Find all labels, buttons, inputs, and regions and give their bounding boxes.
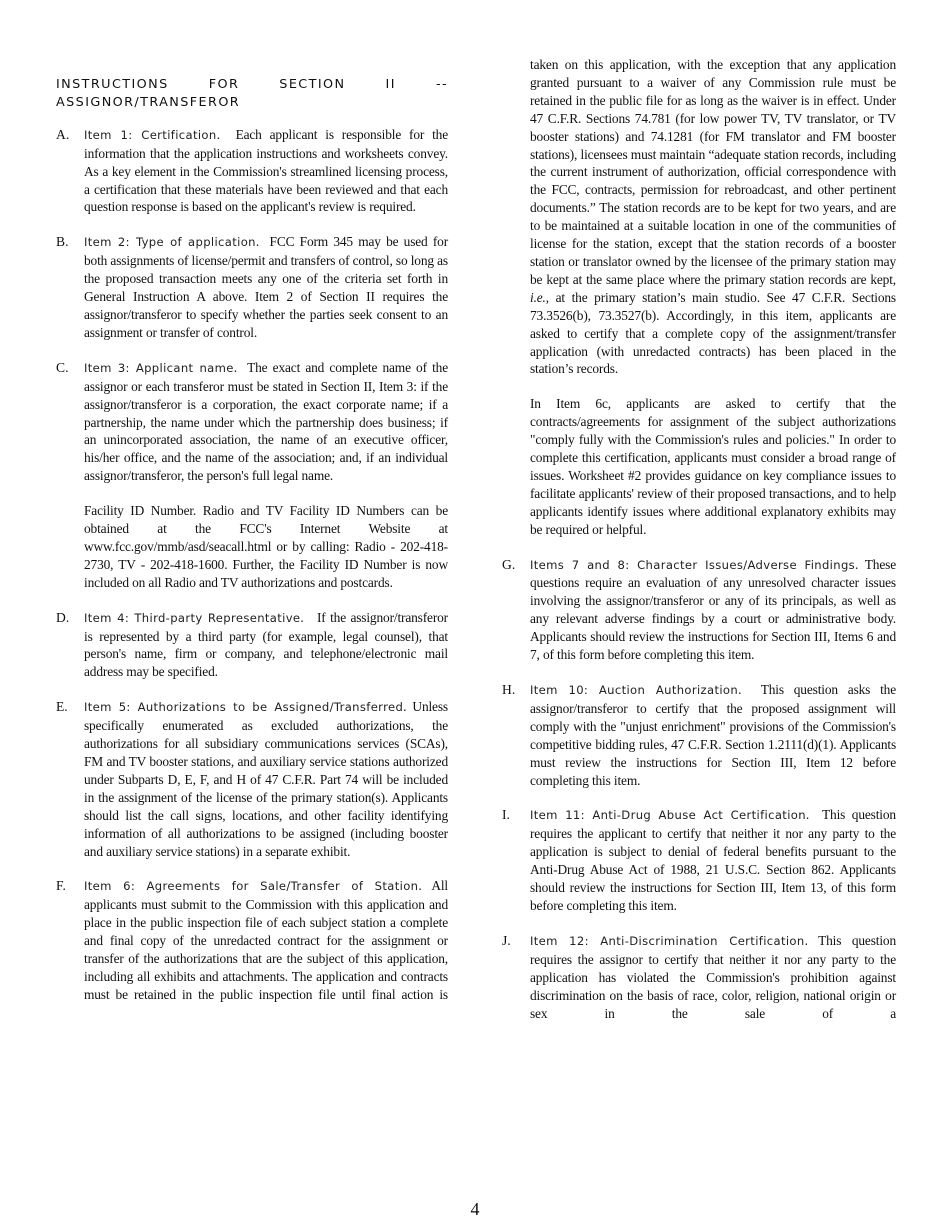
item-f-continuation — [502, 56, 896, 378]
item-label: Item 6: Agreements for Sale/Transfer of Station — [84, 879, 419, 894]
item-body: Item 11: Anti-Drug Abuse Act Certification. This question requires the applicant to certify that neither it nor any party to the application is subject to denial of federal benefits pursuant to the Anti-Drug Abuse Act of 1988, 21 U.S.C. Section 862. Applicants should review the instructions for Section III, Item 13, of this form before completing this item. — [530, 807, 896, 913]
facility-id-paragraph — [56, 502, 448, 592]
item-label: Item 3: Applicant name — [84, 360, 234, 375]
item-body: Item 4: Third-party Representative. If the assignor/transferor is represented by a third party (for example, legal counsel), that person's name, firm or company, and telephone/electronic mail address may be specified. — [84, 609, 448, 680]
item-label: Item 4: Third-party Representative — [84, 610, 301, 625]
item-letter: E. — [56, 699, 68, 715]
instruction-item-e — [56, 698, 448, 860]
instruction-item-f — [56, 877, 448, 1003]
item-body: Item 12: Anti-Discrimination Certification. This question requires the assignor to certify that neither it nor any party to the application has violated the Commission's prohibition against discrimination on the basis of race, color, religion, national origin or sex in the sale of a — [530, 932, 897, 1021]
instruction-item-d — [56, 609, 448, 682]
item-body: Item 10: Auction Authorization. This question asks the assignor/transferor to certify that the proposed assignment will comply with the "unjust enrichment" provisions of the Commission's competitive bidding rules, 47 C.F.R. Section 1.2111(d)(1). Applicants must review the instructions for Section III, Item 12 before completing this item. — [530, 682, 896, 788]
item-label: Item 10: Auction Authorization — [530, 683, 739, 697]
item-f-paragraph-2 — [502, 395, 896, 538]
item-body: Items 7 and 8: Character Issues/Adverse Findings. These questions require an evaluation of any unresolved character issues involving the assignor/transferor or any of its principals, as well as any relevant adverse findings by a court or administrative body. Applicants should review the instructions for Section III, Items 6 and 7, of this form before completing this item. — [530, 556, 896, 663]
item-label: Item 11: Anti-Drug Abuse Act Certification — [530, 808, 806, 823]
instruction-item-i — [502, 806, 896, 914]
item-letter: B. — [56, 234, 69, 250]
item-body: Item 5: Authorizations to be Assigned/Transferred. Unless specifically enumerated as excluded authorizations, the authorizations for all subsidiary communications services (SCAs), FM and TV booster stations, and auxiliary service stations authorized under Subparts D, E, F, and H of 47 C.F.R. Part 74 will be included in the assignment of the license of the primary station(s). Applicants should list the call signs, locations, and other facility identifying information of all authorizations to be assigned (including booster and auxiliary service stations) in a separate exhibit. — [84, 699, 448, 859]
item-text: All applicants must submit to the Commission with this application and place in the public inspection file of each subject station a complete and final copy of the unredacted contract for the assignment or transfer of the authorizations that are the subject of this application, including all exhibits and attachments. The application and contracts must be retained in the public inspection file until final action is — [84, 878, 449, 1002]
instruction-item-h — [502, 681, 896, 789]
item-label: Item 5: Authorizations to be Assigned/Transferred — [84, 700, 404, 715]
item-label: Item 2: Type of application — [84, 235, 256, 250]
item-f-continued-text — [530, 56, 896, 378]
facility-id-text: Facility ID Number. Radio and TV Facility ID Numbers can be obtained at the FCC's Internet Website at www.fcc.gov/mmb/asd/seacall.html or by calling: Radio - 202-418-2730, TV - 202-418-1600. Further, the Facility ID Number is now included on all Radio and TV authorizations and postcards. — [84, 503, 448, 590]
left-column — [56, 58, 448, 1021]
item-label: Items 7 and 8: Character Issues/Adverse Findings — [530, 557, 856, 572]
page-number: 4 — [470, 1199, 480, 1219]
item-letter: F. — [56, 878, 66, 894]
item-label: Item 1: Certification — [84, 127, 217, 142]
instruction-item-j — [502, 932, 896, 1023]
item-body: Item 1: Certification. Each applicant is responsible for the information that the application instructions and worksheets convey. As a key element in the Commission's streamlined licensing process, a certification that these materials have been reviewed and that each question response is based on the applicant's review is required. — [84, 126, 448, 215]
instruction-item-b — [56, 233, 448, 341]
item-text: This question asks the assignor/transferor to certify that the proposed assignment will comply with the "unjust enrichment" provisions of the Commission's competitive bidding rules, 47 C.F.R. Section 1.2111(d)(1). Applicants must review the instructions for Section III, Item 12 before completing this item. — [530, 682, 896, 788]
item-letter: C. — [56, 359, 69, 375]
instruction-item-c — [56, 359, 448, 485]
instruction-item-g — [502, 556, 896, 664]
instruction-item-a — [56, 126, 448, 217]
item-letter: H. — [502, 682, 516, 697]
item-f-paragraph-2-text: In Item 6c, applicants are asked to certify that the contracts/agreements for assignment of the subject authorizations "comply fully with the Commission's rules and policies." In order to complete this certification, applicants must consider a broad range of issues. Worksheet #2 provides guidance on key compliance issues to facilitate applicants' review of their proposed transactions, and to help applicants identify issues where additional explanatory exhibits may be required or helpful. — [530, 396, 896, 537]
item-letter: J. — [502, 932, 511, 948]
item-text: This question requires the applicant to certify that neither it nor any party to the application is subject to denial of federal benefits pursuant to the Anti-Drug Abuse Act of 1988, 21 U.S.C. Section 862. Applicants should review the instructions for Section III, Item 13, of this form before completing this item. — [530, 807, 896, 913]
item-letter: G. — [502, 556, 516, 572]
item-text: Each applicant is responsible for the information that the application instructions and worksheets convey. As a key element in the Commission's streamlined licensing process, a certification that these materials have been reviewed and that each question response is based on the applicant's review is required. — [84, 126, 448, 215]
continued-text-part: taken on this application, with the exception that any application granted pursuant to a waiver of any Commission rule must be retained in the public file for as long as the waiver is in effect. Under 47 C.F.R. Sections 74.781 (for low power TV, TV translator, or TV booster stations) and 74.1281 (for FM translator and FM booster stations), licensees must maintain “adequate station records, including the current instrument of authorization, official correspondence with the FCC, contracts, permission for rebroadcast, and other pertinent documents.” The station records are to be kept for two years, and are to be maintained at a suitable location in one of the communities of license for the station, except that the station records of a booster station or translator owned by the licensee of the primary station may be kept at the same place where the primary station records are kept, — [530, 57, 896, 287]
item-label: Item 12: Anti-Discrimination Certification — [530, 933, 805, 948]
item-text: If the assignor/transferor is represented by a third party (for example, legal counsel), that person's name, firm or company, and telephone/electronic mail address may be specified. — [84, 609, 448, 680]
ie-italic: i.e. — [530, 289, 546, 305]
right-column — [502, 56, 896, 1039]
item-text: This question requires the assignor to certify that neither it nor any party to the application has violated the Commission's prohibition against discrimination on the basis of race, color, religion, national origin or sex in the sale of a — [530, 932, 897, 1021]
item-letter: I. — [502, 807, 510, 823]
continued-text-part: , at the primary station’s main studio. See 47 C.F.R. Sections 73.3526(b), 73.3527(b). Accordingly, in this item, applicants are asked to certify that a complete copy of the assignment/transfer application (with unredacted contracts) has been placed in the station’s records. — [530, 289, 896, 377]
item-letter: D. — [56, 609, 70, 625]
item-text: These questions require an evaluation of any unresolved character issues involving the assignor/transferor or any of its principals, as well as any relevant adverse findings by a court or administrative body. Applicants should review the instructions for Section III, Items 6 and 7, of this form before completing this item. — [530, 556, 896, 663]
item-text: FCC Form 345 may be used for both assignments of license/permit and transfers of control, so long as the proposed transaction meets any one of the criteria set forth in General Instruction A above. Item 2 of Section II requires the assignor/transferor to specify whether the parties seek consent to an assignment or transfer of control. — [84, 234, 449, 340]
item-body: Item 6: Agreements for Sale/Transfer of Station. All applicants must submit to the Commission with this application and place in the public inspection file of each subject station a complete and final copy of the unredacted contract for the assignment or transfer of the authorizations that are the subject of this application, including all exhibits and attachments. The application and contracts must be retained in the public inspection file until final action is — [84, 878, 449, 1002]
item-body: Item 2: Type of application. FCC Form 345 may be used for both assignments of license/permit and transfers of control, so long as the proposed transaction meets any one of the criteria set forth in General Instruction A above. Item 2 of Section II requires the assignor/transferor to specify whether the parties seek consent to an assignment or transfer of control. — [84, 234, 449, 340]
item-letter: A. — [56, 126, 70, 142]
item-text: Unless specifically enumerated as excluded authorizations, the authorizations for all subsidiary communications services (SCAs), FM and TV booster stations, and auxiliary service stations authorized under Subparts D, E, F, and H of 47 C.F.R. Part 74 will be included in the assignment of the license of the primary station(s). Applicants should list the call signs, locations, and other facility identifying information of all authorizations to be assigned (including booster and auxiliary service stations) in a separate exhibit. — [84, 699, 448, 859]
item-text: The exact and complete name of the assignor or each transferor must be stated in Section II, Item 3: if the assignor/transferor is a corporation, the exact corporate name; if a partnership, the name under which the partnership does business; if an unincorporated association, the name of an executive officer, his/her office, and the name of the association; and, if an individual assignor/transferor, the person's full legal name. — [84, 359, 448, 484]
item-body: Item 3: Applicant name. The exact and complete name of the assignor or each transferor must be stated in Section II, Item 3: if the assignor/transferor is a corporation, the exact corporate name; if a partnership, the name under which the partnership does business; if an unincorporated association, the name of an executive officer, his/her office, and the name of the association; and, if an individual assignor/transferor, the person's full legal name. — [84, 359, 448, 484]
section-title: INSTRUCTIONS FOR SECTION II -- ASSIGNOR/TRANSFEROR — [56, 77, 448, 110]
